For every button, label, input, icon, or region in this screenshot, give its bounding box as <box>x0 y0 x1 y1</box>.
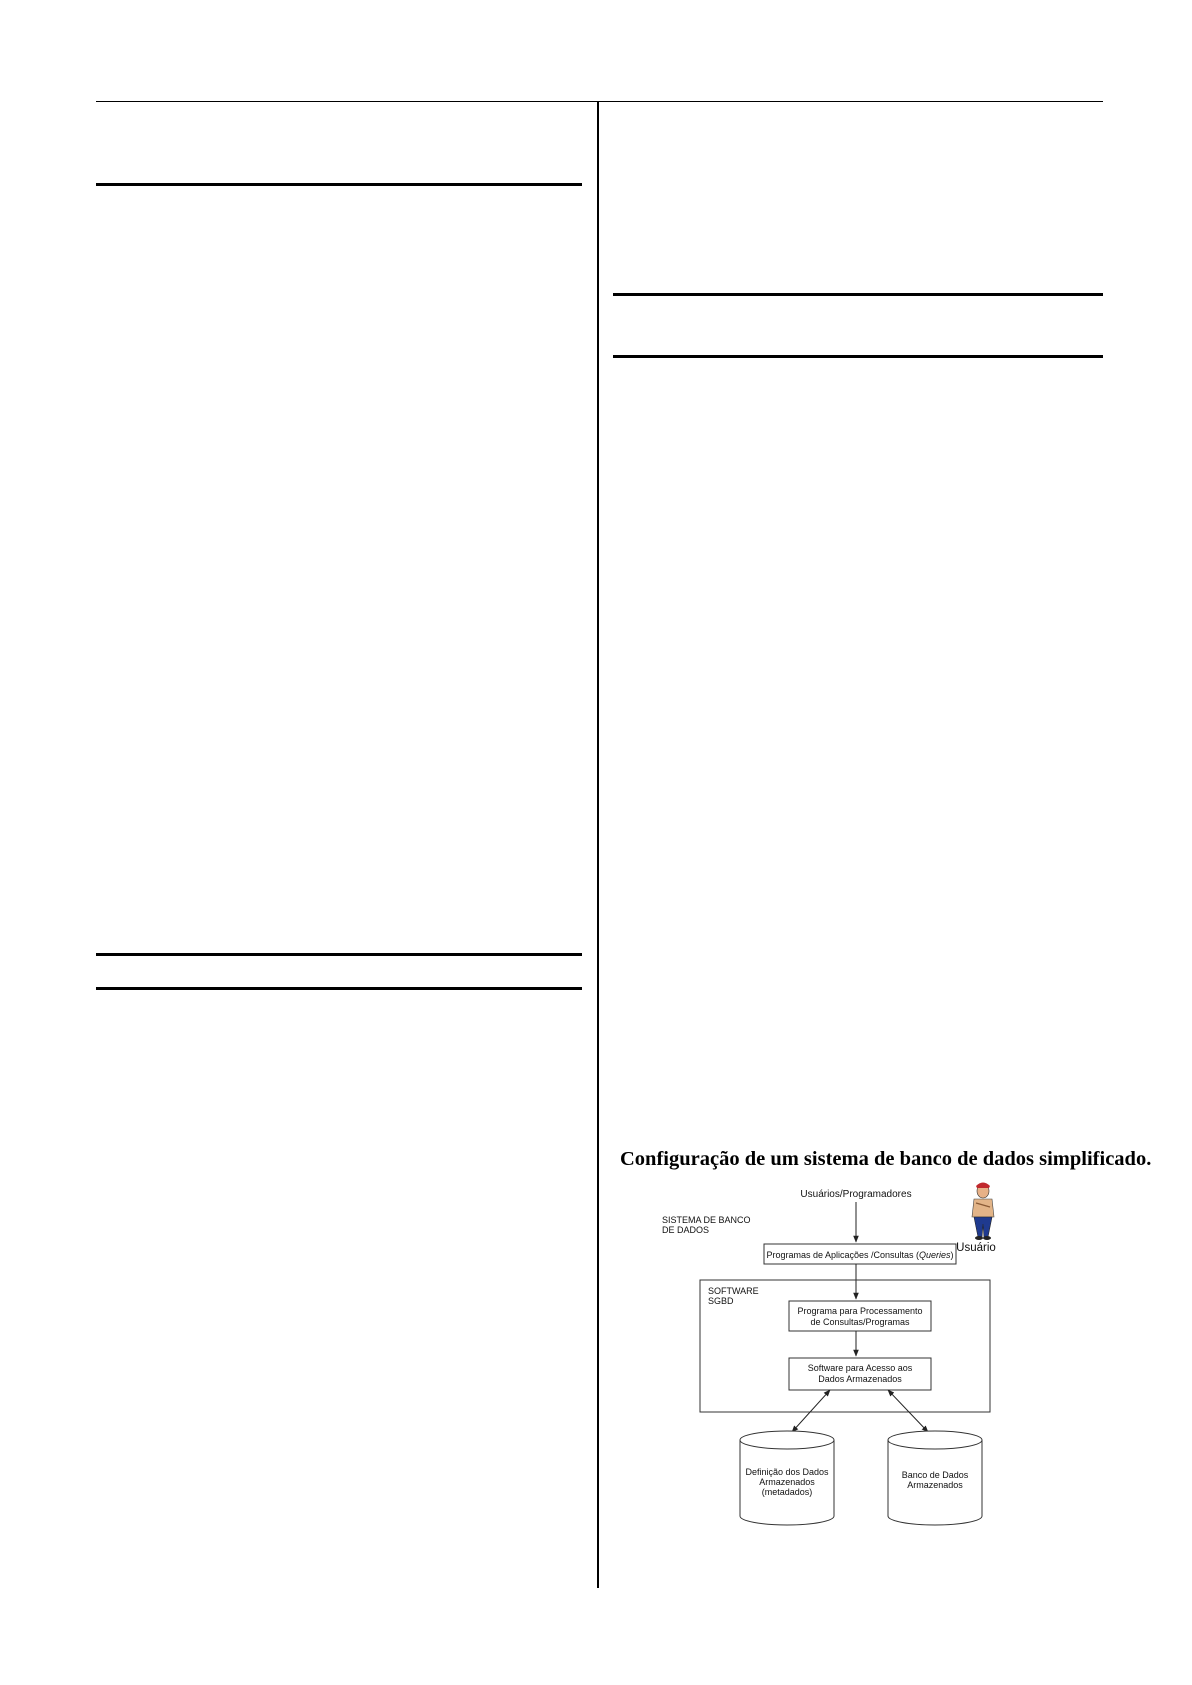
user-icon <box>972 1183 994 1241</box>
left-section-rule-2 <box>96 953 582 956</box>
data-access-line2: Dados Armazenados <box>818 1374 902 1384</box>
user-label: Usuário <box>956 1242 996 1254</box>
stored-db-line1: Banco de Dados <box>901 1470 969 1480</box>
sgbd-software-frame <box>700 1280 990 1412</box>
metadata-db-line3: (metadados) <box>761 1487 813 1497</box>
query-processing-line1: Programa para Processamento <box>797 1306 923 1316</box>
right-section-rule-1 <box>613 293 1103 296</box>
system-label-line2: DE DADOS <box>662 1225 710 1235</box>
column-divider <box>597 101 599 1588</box>
software-label-line1: SOFTWARE <box>708 1286 759 1296</box>
metadata-db-line2: Armazenados <box>759 1477 815 1487</box>
apps-queries-text: Programas de Aplicações /Consultas (Queries) <box>766 1250 954 1260</box>
system-label-line1: SISTEMA DE BANCO <box>662 1215 751 1225</box>
users-programmers-label: Usuários/Programadores <box>800 1189 912 1200</box>
left-section-rule-3 <box>96 987 582 990</box>
right-section-rule-2 <box>613 355 1103 358</box>
software-label-line2: SGBD <box>708 1296 734 1306</box>
stored-db-line2: Armazenados <box>907 1480 963 1490</box>
page-header-rule <box>96 101 1103 102</box>
database-system-diagram <box>620 1170 1040 1540</box>
figure-title: Configuração de um sistema de banco de dados simplificado. <box>620 1148 1152 1170</box>
data-access-line1: Software para Acesso aos <box>807 1363 913 1373</box>
metadata-db-line1: Definição dos Dados <box>745 1467 829 1477</box>
left-section-rule-1 <box>96 183 582 186</box>
query-processing-line2: de Consultas/Programas <box>810 1317 910 1327</box>
